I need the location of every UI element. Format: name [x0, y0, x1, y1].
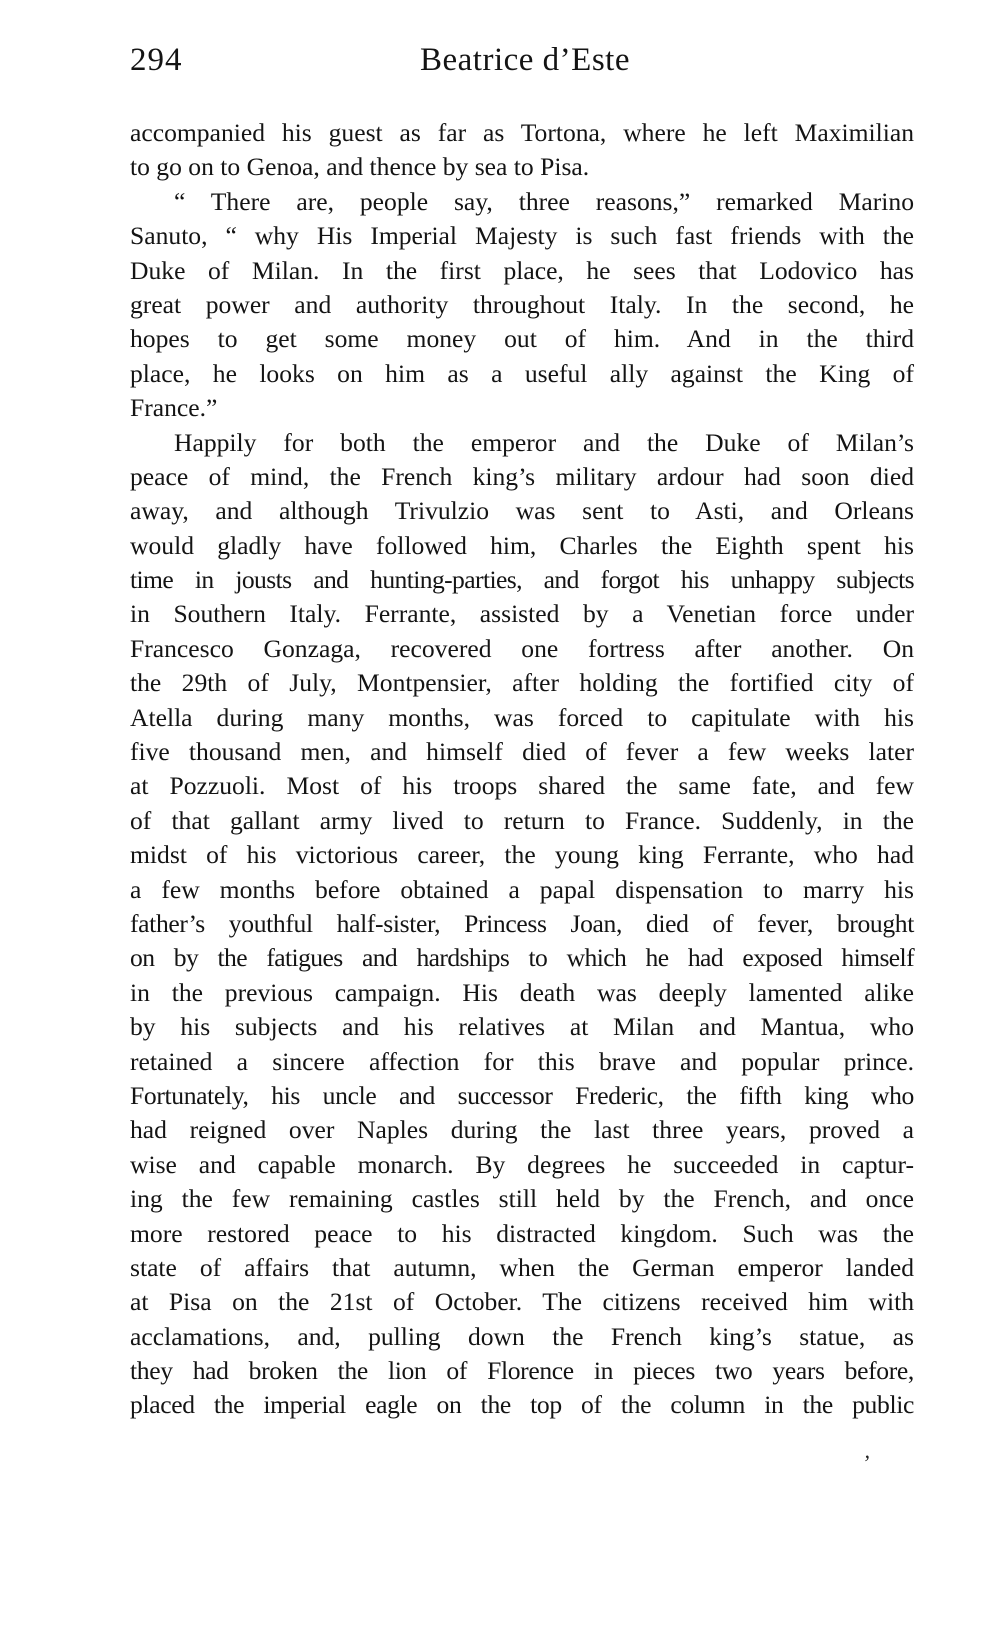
text-line: had reigned over Naples during the last three years, proved a	[130, 1115, 914, 1145]
text-line: by his subjects and his relatives at Milan and Mantua, who	[130, 1012, 914, 1042]
text-line: Atella during many months, was forced to capitulate with his	[130, 702, 914, 732]
text-line: a few months before obtained a papal dispensation to marry his	[130, 874, 914, 904]
text-line: France.”	[130, 393, 218, 423]
text-line: in Southern Italy. Ferrante, assisted by a Venetian force under	[130, 599, 914, 629]
text-line: acclamations, and, pulling down the French king’s statue, as	[130, 1321, 914, 1351]
text-line: Happily for both the emperor and the Duke of Milan’s	[174, 427, 914, 457]
page-number: 294	[130, 42, 183, 78]
text-line: “ There are, people say, three reasons,” remarked Marino	[174, 186, 914, 216]
text-line: retained a sincere affection for this brave and popular prince.	[130, 1046, 914, 1076]
text-line: peace of mind, the French king’s military ardour had soon died	[130, 461, 914, 491]
text-line: of that gallant army lived to return to France. Suddenly, in the	[130, 805, 914, 835]
text-line: at Pozzuoli. Most of his troops shared the same fate, and few	[130, 771, 914, 801]
text-line: at Pisa on the 21st of October. The citizens received him with	[130, 1287, 914, 1317]
text-line: away, and although Trivulzio was sent to Asti, and Orleans	[130, 496, 914, 526]
text-line: more restored peace to his distracted kingdom. Such was the	[130, 1218, 914, 1248]
text-line: the 29th of July, Montpensier, after holding the fortified city of	[130, 668, 914, 698]
text-line: father’s youthful half-sister, Princess Joan, died of fever, brought	[130, 908, 914, 938]
text-line: placed the imperial eagle on the top of the column in the public	[130, 1390, 914, 1420]
text-line: hopes to get some money out of him. And in the third	[130, 324, 914, 354]
text-line: would gladly have followed him, Charles the Eighth spent his	[130, 530, 914, 560]
running-head	[130, 42, 920, 86]
text-line: great power and authority throughout Italy. In the second, he	[130, 289, 914, 319]
text-line: midst of his victorious career, the young king Ferrante, who had	[130, 840, 914, 870]
text-line: Fortunately, his uncle and successor Frederic, the fifth king who	[130, 1080, 914, 1110]
text-line: Duke of Milan. In the first place, he sees that Lodovico has	[130, 255, 914, 285]
body-text	[130, 116, 914, 1423]
text-line: accompanied his guest as far as Tortona, where he left Maximilian	[130, 118, 914, 147]
stray-mark: ’	[862, 1450, 870, 1475]
text-line: time in jousts and hunting-parties, and forgot his unhappy subjects	[130, 565, 914, 595]
text-line: ing the few remaining castles still held by the French, and once	[130, 1184, 914, 1214]
running-title: Beatrice d’Este	[420, 42, 630, 78]
text-line: five thousand men, and himself died of fever a few weeks later	[130, 737, 914, 767]
text-line: Francesco Gonzaga, recovered one fortress after another. On	[130, 633, 914, 663]
text-line: on by the fatigues and hardships to which he had exposed himself	[130, 943, 914, 973]
text-line: wise and capable monarch. By degrees he succeeded in captur-	[130, 1149, 914, 1179]
text-line: they had broken the lion of Florence in pieces two years before,	[130, 1356, 914, 1386]
text-line: in the previous campaign. His death was deeply lamented alike	[130, 977, 914, 1007]
text-line: to go on to Genoa, and thence by sea to Pisa.	[130, 152, 590, 182]
text-line: state of affairs that autumn, when the German emperor landed	[130, 1252, 914, 1282]
text-line: place, he looks on him as a useful ally against the King of	[130, 358, 914, 388]
text-line: Sanuto, “ why His Imperial Majesty is such fast friends with the	[130, 221, 914, 251]
